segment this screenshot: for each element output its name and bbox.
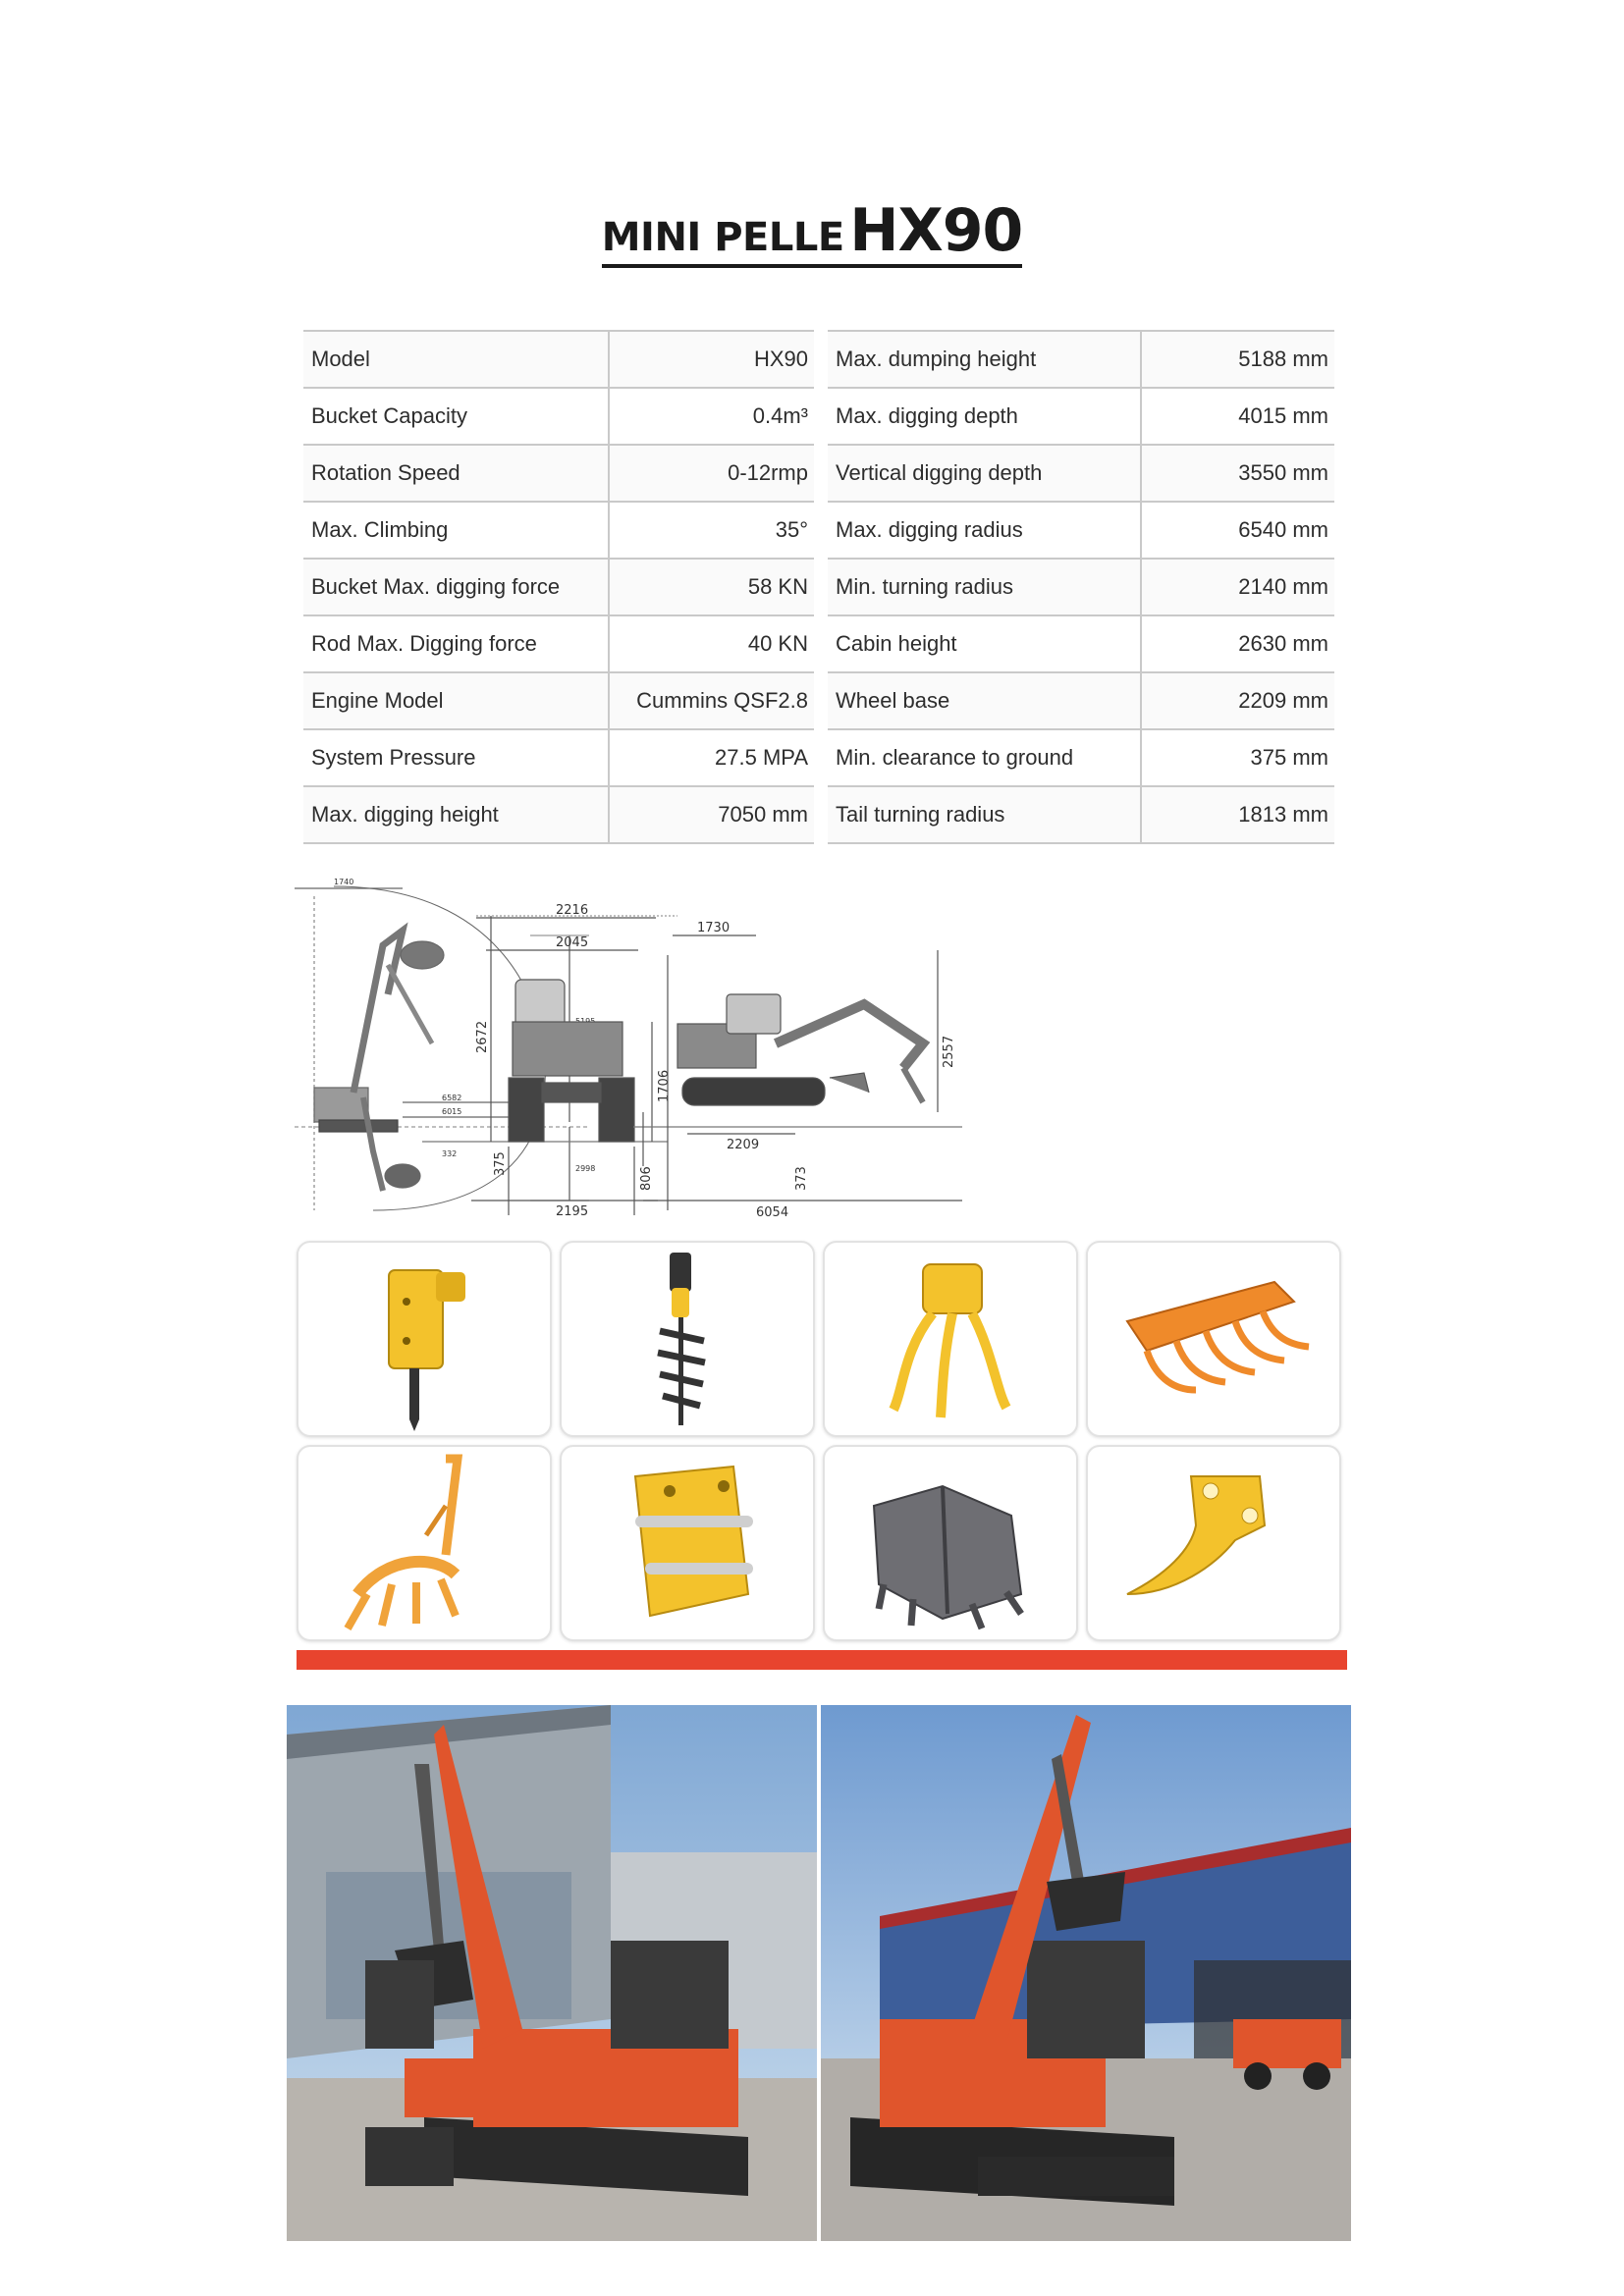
spec-value: 3550 mm (1141, 445, 1334, 502)
dim-label: 806 (639, 1166, 654, 1191)
breaker-icon (298, 1243, 550, 1435)
dim-label: 332 (442, 1149, 458, 1158)
accent-band (297, 1650, 1347, 1670)
spec-row (828, 388, 1334, 445)
spec-label: Rotation Speed (303, 445, 609, 502)
quick-hitch-icon (562, 1447, 813, 1639)
spec-row (828, 786, 1334, 843)
spec-label: Cabin height (828, 615, 1141, 672)
dim-label: 2216 (556, 903, 589, 918)
auger-icon (562, 1243, 813, 1435)
spec-label: Vertical digging depth (828, 445, 1141, 502)
dim-label: 375 (493, 1151, 508, 1176)
grapple-icon (825, 1243, 1076, 1435)
spec-value: 4015 mm (1141, 388, 1334, 445)
spec-label: Wheel base (828, 672, 1141, 729)
spec-row (828, 445, 1334, 502)
attachment-grab-bucket (823, 1445, 1078, 1641)
spec-row (303, 729, 814, 786)
dim-label: 2672 (475, 1020, 490, 1053)
spec-value: 58 KN (609, 559, 814, 615)
spec-label: Model (303, 331, 609, 388)
spec-row (828, 331, 1334, 388)
attachment-auger (560, 1241, 815, 1437)
spec-value: 35° (609, 502, 814, 559)
spec-value: 27.5 MPA (609, 729, 814, 786)
excavator-photo-image (821, 1705, 1351, 2241)
attachment-quick-hitch (560, 1445, 815, 1641)
spec-label: Max. digging depth (828, 388, 1141, 445)
spec-row (828, 502, 1334, 559)
spec-row (303, 331, 814, 388)
spec-label: Max. dumping height (828, 331, 1141, 388)
dim-label: 6582 (442, 1094, 462, 1102)
spec-value: 1813 mm (1141, 786, 1334, 843)
spec-row (828, 615, 1334, 672)
spec-label: Rod Max. Digging force (303, 615, 609, 672)
dim-label: 1740 (334, 878, 354, 886)
spec-row (828, 672, 1334, 729)
spec-row (303, 559, 814, 615)
attachment-ripper (1086, 1445, 1341, 1641)
dim-label: 2998 (575, 1164, 596, 1173)
dim-label: 2195 (556, 1204, 589, 1219)
spec-value: 0-12rmp (609, 445, 814, 502)
excavator-photo-left (287, 1705, 817, 2241)
spec-label: Bucket Capacity (303, 388, 609, 445)
spec-label: Bucket Max. digging force (303, 559, 609, 615)
spec-table-right (828, 330, 1334, 844)
spec-label: Tail turning radius (828, 786, 1141, 843)
spec-row (303, 388, 814, 445)
thumb-icon (298, 1447, 550, 1639)
spec-value: 7050 mm (609, 786, 814, 843)
spec-value: 2209 mm (1141, 672, 1334, 729)
attachment-thumb (297, 1445, 552, 1641)
dim-label: 2209 (727, 1138, 760, 1152)
attachment-rake (1086, 1241, 1341, 1437)
title-model: HX90 (849, 196, 1023, 265)
dim-label: 6054 (756, 1205, 789, 1220)
dim-label: 2045 (556, 935, 589, 950)
dim-label: 1706 (657, 1069, 672, 1102)
spec-label: Engine Model (303, 672, 609, 729)
spec-row (303, 615, 814, 672)
title-prefix: MINI PELLE (601, 215, 844, 260)
spec-row (828, 559, 1334, 615)
excavator-photo-image (287, 1705, 817, 2241)
spec-label: Max. digging radius (828, 502, 1141, 559)
spec-value: 6540 mm (1141, 502, 1334, 559)
spec-label: Min. turning radius (828, 559, 1141, 615)
attachment-wood-grapple (823, 1241, 1078, 1437)
spec-value: 40 KN (609, 615, 814, 672)
dim-label: 373 (794, 1166, 809, 1191)
grab-bucket-icon (825, 1447, 1076, 1639)
spec-label: Max. digging height (303, 786, 609, 843)
spec-row (303, 502, 814, 559)
spec-value: 375 mm (1141, 729, 1334, 786)
spec-label: Min. clearance to ground (828, 729, 1141, 786)
ripper-icon (1088, 1447, 1339, 1639)
spec-label: System Pressure (303, 729, 609, 786)
attachment-breaker (297, 1241, 552, 1437)
spec-row (828, 729, 1334, 786)
rake-icon (1088, 1243, 1339, 1435)
spec-value: 0.4m³ (609, 388, 814, 445)
spec-value: 2140 mm (1141, 559, 1334, 615)
spec-label: Max. Climbing (303, 502, 609, 559)
page-title (0, 196, 1624, 268)
spec-value: 5188 mm (1141, 331, 1334, 388)
dim-label: 6015 (442, 1107, 462, 1116)
spec-value: Cummins QSF2.8 (609, 672, 814, 729)
spec-row (303, 672, 814, 729)
spec-row (303, 786, 814, 843)
spec-row (303, 445, 814, 502)
spec-value: 2630 mm (1141, 615, 1334, 672)
excavator-photo-right (821, 1705, 1351, 2241)
dim-label: 2557 (942, 1035, 956, 1068)
spec-table-left (303, 330, 814, 844)
dim-label: 1730 (697, 921, 731, 935)
dimension-drawings (295, 877, 1355, 1227)
spec-value: HX90 (609, 331, 814, 388)
